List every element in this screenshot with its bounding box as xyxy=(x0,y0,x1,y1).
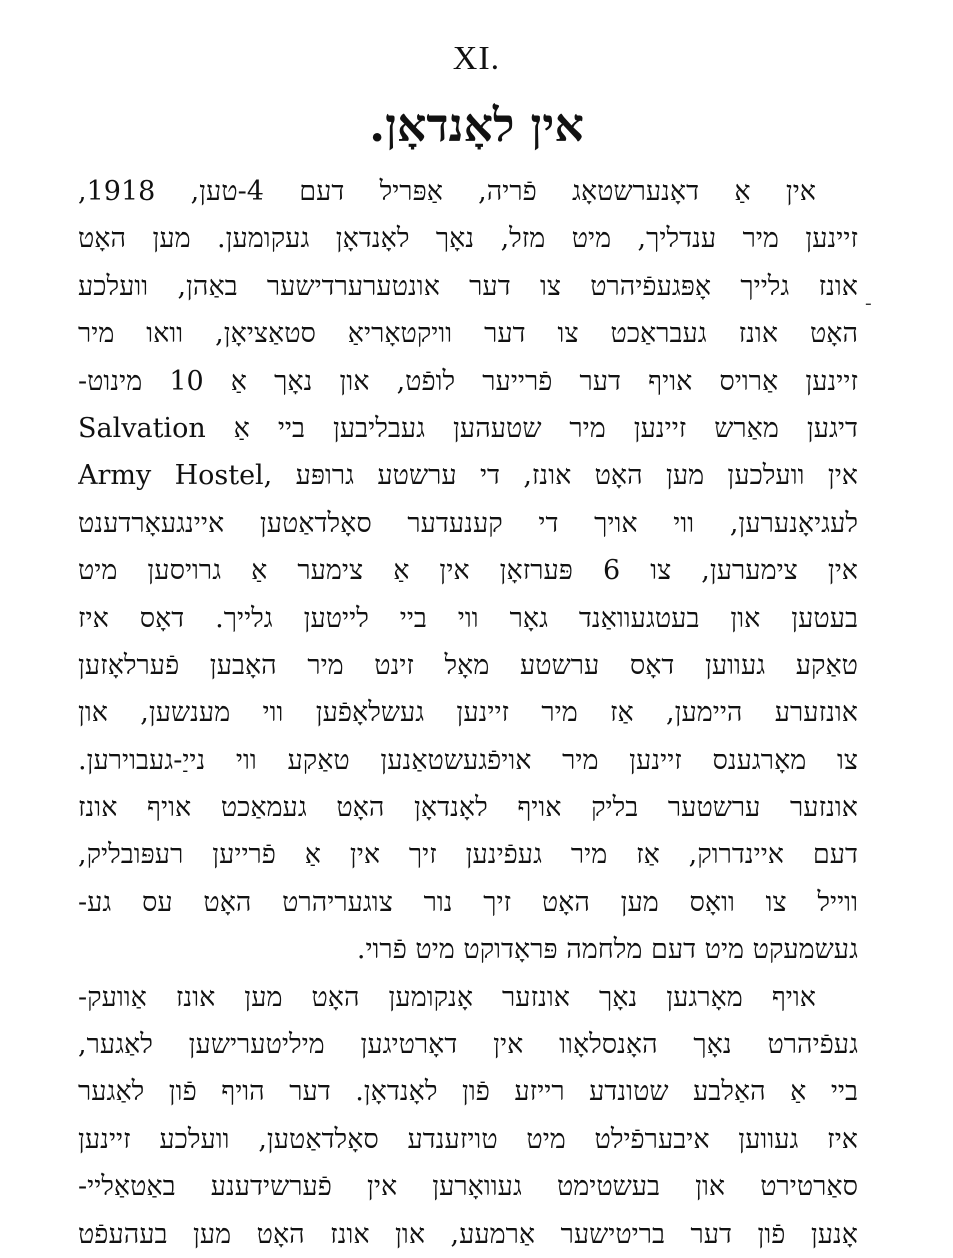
text-line: דיגען מאַרש זיינען מיר שטעהען געבליבען ביי אַ Salvation xyxy=(78,412,858,444)
text-line: זיינען מיר ענדליך, מיט מזל, נאָך לאָנדאָן געקומען. מען האָט xyxy=(78,223,858,255)
text-line: געפֿיהרט נאָך האָנסלאָוו אין דאָרטיגען מיליטערישען לאַגער, xyxy=(78,1029,858,1061)
body-text xyxy=(78,168,858,1258)
text-line: דעם איינדרוק, אַז מיר געפֿינען זיך אין אַ פֿרייען רעפּובליק, xyxy=(78,839,858,871)
text-line: האָט אונז געבראַכט צו דער וויקטאָריאַ סטאַציאָן, וואו מיר xyxy=(78,318,858,350)
text-line: אין צימערען, צו 6 פּערזאָן אין אַ צימער אַ גרויסען מיט xyxy=(78,555,858,587)
text-line: אונזער ערשטער בליק אויף לאָנדאָן האָט געמאַכט אויף אונז xyxy=(78,792,858,824)
text-line: לעגיאָנערען, ווי אויך די קענעדער סאָלדאַטען איינגעאָרדענט xyxy=(78,507,858,539)
text-line: איז געווען איבערפֿילט מיט טויזענדע סאָלדאַטען, וועלכע זיינען xyxy=(78,1123,858,1155)
text-line: אָנען פֿון דער בריטישער אַרמעע, און אונז האָט מען בעהעפֿט xyxy=(78,1218,858,1250)
text-line: צו מאָרגענס זיינען מיר אויפֿגעשטאַנען טאַקע ווי נייַ-געבוירען. xyxy=(78,744,858,776)
text-line: אונזערע היימען, אַז מיר זיינען געשלאָפֿען ווי מענשען, און xyxy=(78,697,858,729)
text-line: ביי אַ האַלבע שטונדע רייזע פֿון לאָנדאָן. דער הויף פֿון לאַגער xyxy=(78,1076,858,1108)
text-line: Army Hostel, אין וועלכען מען האָט אונז, די ערשטע גרופּע xyxy=(78,460,858,492)
text-line: געשמעקט מיט דעם מלחמה פּראָדוקט מיט פֿרוי. xyxy=(356,934,858,966)
text-line: בעטען און בעטגעוואַנד גאָר ווי ביי לייטען גלייך. דאָס איז xyxy=(78,602,858,634)
margin-mark: ـ xyxy=(866,290,871,309)
text-line: אויף מאָרגען נאָך אונזער אָנקומען האָט מען אונז אַוועק- xyxy=(78,981,816,1013)
chapter-number: XI. xyxy=(452,40,501,77)
text-line: סאַרטירט און בעשטימט געוואָרען אין פֿערשידענע באַטאַליי- xyxy=(78,1171,858,1203)
text-line: טאַקע געווען דאָס ערשטע מאָל זינט מיר האָבען פֿערלאָזען xyxy=(78,649,858,681)
chapter-title: אין לאָנדאָן. xyxy=(369,98,584,152)
text-line: אונז גלייך אָפּגעפֿיהרט צו דער אונטערערדישער באַהן, וועלכע xyxy=(78,270,858,302)
text-line: זיינען אַרויס אויף דער פֿרייער לופֿט, און נאָך אַ 10 מינוט- xyxy=(78,365,858,397)
text-line: ווייל צו וואָס מען האָט זיך נור צוגעריהרט האָט עס גע- xyxy=(78,886,858,918)
text-line: אין אַ דאָנערשטאָג פֿריה, אַפּריל דעם 4-טען, 1918, xyxy=(78,176,816,207)
